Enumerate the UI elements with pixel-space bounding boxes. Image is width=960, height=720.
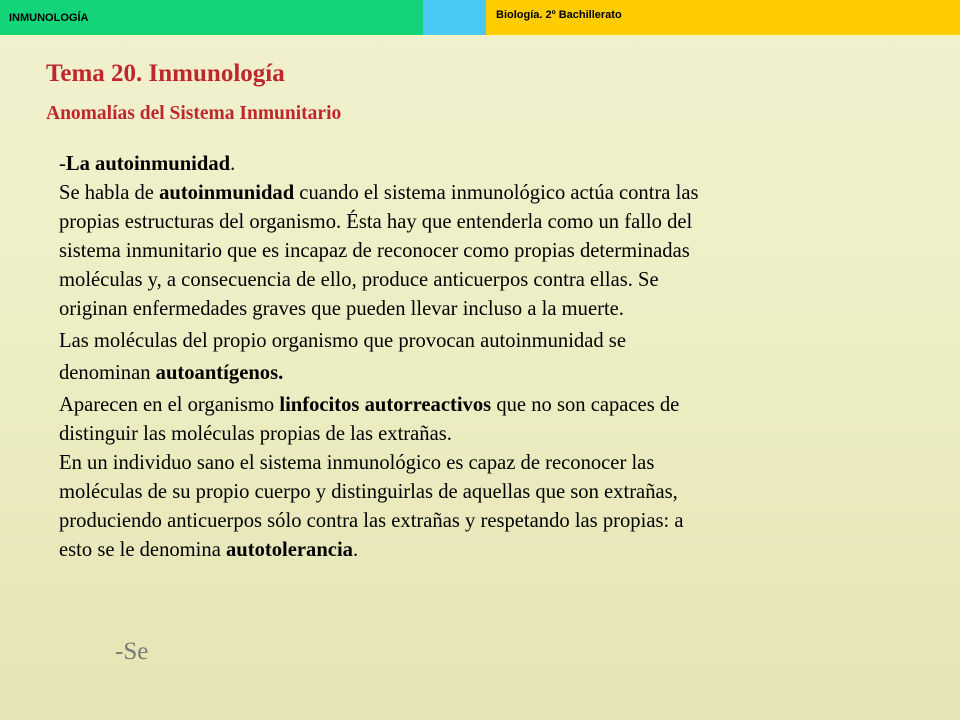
body-text	[59, 150, 939, 565]
text-line: distinguir las moléculas propias de las extrañas.	[59, 423, 452, 445]
term-autoinmunidad: autoinmunidad	[159, 182, 295, 204]
text-line: Aparecen en el organismo linfocitos autorreactivos que no son capaces de	[59, 394, 680, 416]
text-line: moléculas de su propio cuerpo y distinguirlas de aquellas que son extrañas,	[59, 481, 678, 503]
text-line: sistema inmunitario que es incapaz de reconocer como propias determinadas	[59, 240, 690, 262]
section-heading	[59, 150, 939, 179]
text-line: propias estructuras del organismo. Ésta hay que entenderla como un fallo del	[59, 211, 693, 233]
header-section-label: INMUNOLOGÍA	[9, 12, 89, 24]
heading-period: .	[230, 153, 236, 175]
header-bar	[0, 0, 960, 35]
page-subtitle: Anomalías del Sistema Inmunitario	[46, 103, 342, 124]
term-autotolerancia: autotolerancia	[226, 539, 353, 561]
text-line: En un individuo sano el sistema inmunológico es capaz de reconocer las	[59, 452, 655, 474]
text-line: Las moléculas del propio organismo que provocan autoinmunidad se	[59, 330, 626, 352]
term-linfocitos-autorreactivos: linfocitos autorreactivos	[279, 394, 492, 416]
header-divider	[0, 35, 960, 36]
header-course-label: Biología. 2º Bachillerato	[496, 9, 622, 21]
heading-dash: -	[59, 153, 66, 175]
text-line: produciendo anticuerpos sólo contra las extrañas y respetando las propias: a	[59, 510, 684, 532]
term-autoantigenos: autoantígenos.	[155, 362, 284, 384]
footer-fragment: -Se	[115, 638, 149, 665]
header-blue-segment	[423, 0, 486, 35]
text-line: Se habla de autoinmunidad cuando el sistema inmunológico actúa contra las	[59, 182, 699, 204]
heading-term: La autoinmunidad	[65, 153, 231, 175]
text-line: moléculas y, a consecuencia de ello, produce anticuerpos contra ellas. Se	[59, 269, 659, 291]
text-line: denominan autoantígenos.	[59, 362, 284, 384]
text-line: esto se le denomina autotolerancia.	[59, 539, 359, 561]
text-line: originan enfermedades graves que pueden llevar incluso a la muerte.	[59, 298, 624, 320]
page-title: Tema 20. Inmunología	[46, 60, 285, 87]
